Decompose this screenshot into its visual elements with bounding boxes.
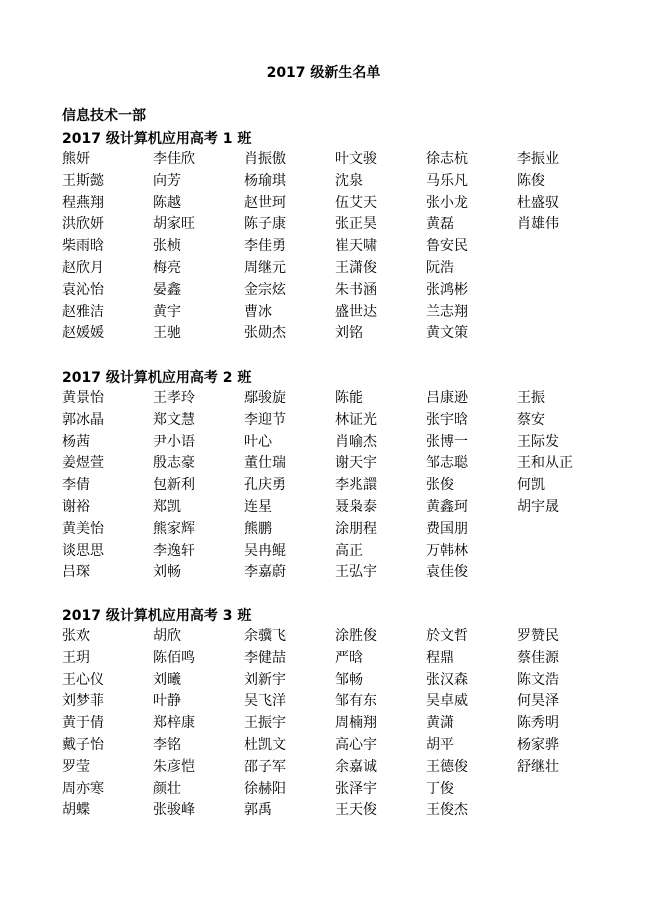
student-name: 费国朋 xyxy=(426,520,468,537)
student-name: 盛世达 xyxy=(335,303,377,320)
student-name: 郑梓康 xyxy=(153,715,195,732)
student-name: 谢天宇 xyxy=(335,455,377,472)
student-name: 程燕翔 xyxy=(62,194,104,211)
class-title: 2017 级计算机应用高考 1 班 xyxy=(62,131,252,147)
student-name: 张鸿彬 xyxy=(426,281,468,298)
student-name: 晏鑫 xyxy=(153,281,181,298)
student-name: 高心宇 xyxy=(335,736,377,753)
student-name: 王弘宇 xyxy=(335,564,377,581)
student-name: 谈思思 xyxy=(62,542,104,559)
student-name: 黄于倩 xyxy=(62,715,104,732)
student-name: 邵子军 xyxy=(244,758,286,775)
student-name: 王潇俊 xyxy=(335,259,377,276)
student-name: 向芳 xyxy=(153,172,181,189)
student-name: 郑文慧 xyxy=(153,411,195,428)
student-name: 王孝玲 xyxy=(153,390,195,406)
student-name: 余骥飞 xyxy=(244,628,286,644)
student-name: 陈能 xyxy=(335,390,363,406)
student-name: 董仕瑞 xyxy=(244,455,286,472)
student-name: 张正昊 xyxy=(335,216,377,233)
student-name: 刘新宇 xyxy=(244,671,286,688)
student-name: 鲁安民 xyxy=(426,238,468,255)
student-name: 肖喻杰 xyxy=(335,433,377,450)
student-name: 丁俊 xyxy=(426,780,454,797)
student-name xyxy=(517,562,608,584)
student-name: 李嘉蔚 xyxy=(244,564,286,581)
student-name-grid xyxy=(62,626,632,822)
student-name: 沈泉 xyxy=(335,172,363,189)
student-name: 李佳欣 xyxy=(153,151,195,167)
student-name: 郭禹 xyxy=(244,802,272,819)
student-name: 李逸轩 xyxy=(153,542,195,559)
student-name: 李铭 xyxy=(153,736,181,753)
student-name: 周继元 xyxy=(244,259,286,276)
student-name: 袁沁怡 xyxy=(62,281,104,298)
student-name: 杨茜 xyxy=(62,433,90,450)
student-name: 柴雨晗 xyxy=(62,238,104,255)
student-name: 於文哲 xyxy=(426,628,468,644)
student-name: 包新利 xyxy=(153,477,195,494)
student-name: 涂胜俊 xyxy=(335,628,377,644)
student-name: 吴冉鲲 xyxy=(244,542,286,559)
student-name: 赵欣月 xyxy=(62,259,104,276)
student-name: 王际发 xyxy=(517,433,559,450)
student-name: 李兆譞 xyxy=(335,477,377,494)
student-name: 阮浩 xyxy=(426,259,454,276)
student-name: 周楠翔 xyxy=(335,715,377,732)
student-name: 邹畅 xyxy=(335,671,363,688)
student-name: 徐赫阳 xyxy=(244,780,286,797)
student-name: 胡平 xyxy=(426,736,454,753)
student-name: 张骏峰 xyxy=(153,802,195,819)
student-name: 陈子康 xyxy=(244,216,286,233)
student-name xyxy=(517,541,608,563)
student-name: 徐志杭 xyxy=(426,151,468,167)
student-name: 尹小语 xyxy=(153,433,195,450)
student-name: 赵世珂 xyxy=(244,194,286,211)
class-title: 2017 级计算机应用高考 2 班 xyxy=(62,370,252,386)
student-name: 鄢骏旋 xyxy=(244,390,286,406)
student-name xyxy=(517,302,608,324)
student-name: 郑凯 xyxy=(153,498,181,515)
student-name: 胡欣 xyxy=(153,628,181,644)
student-name: 朱彦恺 xyxy=(153,758,195,775)
student-name: 何凯 xyxy=(517,477,545,494)
student-name: 李倩 xyxy=(62,477,90,494)
student-name: 黄宇 xyxy=(153,303,181,320)
student-name: 叶静 xyxy=(153,693,181,710)
student-name: 肖雄伟 xyxy=(517,216,559,233)
student-name: 张小龙 xyxy=(426,194,468,211)
student-name: 杨瑜琪 xyxy=(244,172,286,189)
student-name: 何昊泽 xyxy=(517,693,559,710)
student-name: 张汉森 xyxy=(426,671,468,688)
student-name: 邹有东 xyxy=(335,693,377,710)
student-name: 万韩林 xyxy=(426,542,468,559)
student-name: 刘铭 xyxy=(335,325,363,342)
student-name: 赵媛媛 xyxy=(62,325,104,342)
student-name: 朱书涵 xyxy=(335,281,377,298)
department-heading: 信息技术一部 xyxy=(62,108,146,124)
student-name: 罗赞民 xyxy=(517,628,559,644)
student-name-grid xyxy=(62,388,632,584)
student-name: 吕琛 xyxy=(62,564,90,581)
student-name: 陈文浩 xyxy=(517,671,559,688)
student-name: 王德俊 xyxy=(426,758,468,775)
student-name: 聂枭泰 xyxy=(335,498,377,515)
student-name: 袁佳俊 xyxy=(426,564,468,581)
student-name: 黄文策 xyxy=(426,325,468,342)
student-name: 张欢 xyxy=(62,628,90,644)
student-name: 陈秀明 xyxy=(517,715,559,732)
student-name xyxy=(517,258,608,280)
student-name xyxy=(517,280,608,302)
student-name: 金宗炫 xyxy=(244,281,286,298)
student-name: 叶文骏 xyxy=(335,151,377,167)
student-name: 梅亮 xyxy=(153,259,181,276)
student-name: 赵雅洁 xyxy=(62,303,104,320)
student-name: 张泽宇 xyxy=(335,780,377,797)
student-name: 刘曦 xyxy=(153,671,181,688)
student-name: 蔡安 xyxy=(517,411,545,428)
student-name: 周亦寒 xyxy=(62,780,104,797)
student-name: 李振业 xyxy=(517,151,559,167)
student-name: 陈越 xyxy=(153,194,181,211)
student-name: 黄景怡 xyxy=(62,390,104,406)
student-name: 王和从正 xyxy=(517,455,573,472)
student-name: 林证光 xyxy=(335,411,377,428)
student-name: 黄磊 xyxy=(426,216,454,233)
student-name: 李迎节 xyxy=(244,411,286,428)
student-name: 吴卓威 xyxy=(426,693,468,710)
student-name: 黄美怡 xyxy=(62,520,104,537)
student-name: 涂朋程 xyxy=(335,520,377,537)
student-name: 熊鹏 xyxy=(244,520,272,537)
student-name-grid xyxy=(62,149,632,345)
student-name: 曹冰 xyxy=(244,303,272,320)
student-name: 叶心 xyxy=(244,433,272,450)
student-name: 黄潇 xyxy=(426,715,454,732)
student-name: 杨家骅 xyxy=(517,736,559,753)
student-name: 刘梦菲 xyxy=(62,693,104,710)
student-name: 熊妍 xyxy=(62,151,90,167)
student-name: 高正 xyxy=(335,542,363,559)
student-name xyxy=(517,800,608,822)
student-name: 程鼎 xyxy=(426,649,454,666)
student-name: 王天俊 xyxy=(335,802,377,819)
class-section-3 xyxy=(62,606,632,822)
student-name: 王心仪 xyxy=(62,671,104,688)
student-name: 陈佰鸣 xyxy=(153,649,195,666)
student-name: 熊家辉 xyxy=(153,520,195,537)
student-name: 蔡佳源 xyxy=(517,649,559,666)
student-name: 严晗 xyxy=(335,649,363,666)
student-name: 陈俊 xyxy=(517,172,545,189)
student-name: 张俊 xyxy=(426,477,454,494)
student-name: 连星 xyxy=(244,498,272,515)
student-name: 王玥 xyxy=(62,649,90,666)
student-name: 杜凯文 xyxy=(244,736,286,753)
student-name: 戴子怡 xyxy=(62,736,104,753)
student-name: 胡宇晟 xyxy=(517,498,559,515)
student-name: 李佳勇 xyxy=(244,238,286,255)
student-name: 杜盛驭 xyxy=(517,194,559,211)
student-name: 李健喆 xyxy=(244,649,286,666)
student-name: 余嘉诚 xyxy=(335,758,377,775)
student-name: 张勋杰 xyxy=(244,325,286,342)
class-section-1 xyxy=(62,129,632,345)
student-name xyxy=(517,323,608,345)
document-title: 2017 级新生名单 xyxy=(266,65,381,81)
student-name xyxy=(517,779,608,801)
student-name: 王振 xyxy=(517,390,545,406)
student-name: 吕康逊 xyxy=(426,390,468,406)
student-name: 兰志翔 xyxy=(426,303,468,320)
student-name: 邹志聪 xyxy=(426,455,468,472)
student-name: 王斯懿 xyxy=(62,172,104,189)
student-name: 洪欣妍 xyxy=(62,216,104,233)
student-name: 黄鑫珂 xyxy=(426,498,468,515)
student-name: 孔庆勇 xyxy=(244,477,286,494)
student-name: 郭冰晶 xyxy=(62,411,104,428)
student-name: 张博一 xyxy=(426,433,468,450)
student-name: 罗莹 xyxy=(62,758,90,775)
student-name: 胡家旺 xyxy=(153,216,195,233)
class-section-2 xyxy=(62,368,632,584)
student-name xyxy=(517,236,608,258)
student-name xyxy=(517,519,608,541)
student-name: 伍艾天 xyxy=(335,194,377,211)
student-name: 谢裕 xyxy=(62,498,90,515)
student-name: 吴飞洋 xyxy=(244,693,286,710)
student-name: 王俊杰 xyxy=(426,802,468,819)
student-name: 颜壮 xyxy=(153,780,181,797)
student-name: 崔天啸 xyxy=(335,238,377,255)
student-name: 王驰 xyxy=(153,325,181,342)
student-name: 张桢 xyxy=(153,238,181,255)
student-name: 胡蝶 xyxy=(62,802,90,819)
class-title: 2017 级计算机应用高考 3 班 xyxy=(62,608,252,624)
student-name: 王振宇 xyxy=(244,715,286,732)
student-name: 马乐凡 xyxy=(426,172,468,189)
student-name: 刘畅 xyxy=(153,564,181,581)
student-name: 姜煜萱 xyxy=(62,455,104,472)
student-name: 张宇晗 xyxy=(426,411,468,428)
student-name: 肖振傲 xyxy=(244,151,286,167)
student-name: 舒继壮 xyxy=(517,758,559,775)
student-name: 殷志豪 xyxy=(153,455,195,472)
